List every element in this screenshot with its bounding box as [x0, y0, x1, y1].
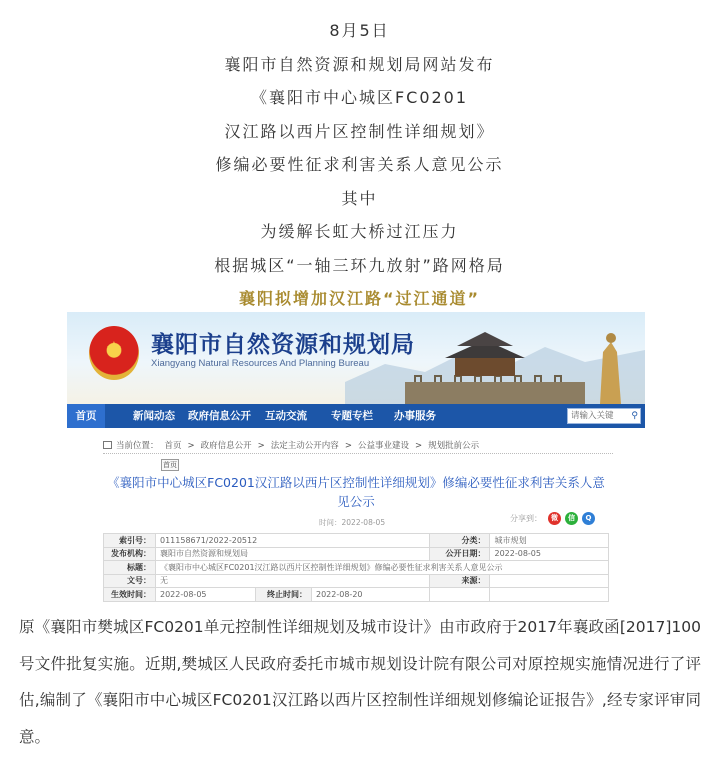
breadcrumb-link[interactable]: 政府信息公开 [200, 441, 252, 451]
info-key: 来源： [430, 574, 490, 588]
site-banner [67, 312, 645, 404]
site-title: 襄阳市自然资源和规划局 [151, 331, 415, 358]
search-input[interactable] [567, 408, 641, 424]
info-value: 2022-08-05 [490, 547, 609, 561]
city-wall-illustration [345, 312, 645, 404]
intro-line: 襄阳市自然资源和规划局网站发布 [224, 54, 495, 74]
intro-line: 《襄阳市中心城区FC0201 [250, 88, 469, 107]
intro-line: 为缓解长虹大桥过江压力 [260, 222, 459, 241]
info-key: 分类： [430, 534, 490, 548]
info-key: 文号： [104, 574, 156, 588]
intro-lines [0, 14, 719, 316]
article-time: 时间：2022-08-05 [319, 518, 386, 527]
info-value: 城市规划 [490, 534, 609, 548]
breadcrumb-label: 当前位置： [116, 441, 159, 451]
weibo-icon[interactable]: 微 [548, 512, 561, 525]
nav-item-services[interactable]: 办事服务 [394, 410, 436, 422]
breadcrumb-sep: > [257, 441, 265, 451]
intro-line: 8月5日 [329, 21, 390, 40]
breadcrumb-link[interactable]: 首页 [164, 441, 182, 451]
intro-line: 根据城区“一轴三环九放射”路网格局 [214, 255, 505, 275]
info-value: 2022-08-05 [156, 588, 256, 602]
info-empty [490, 588, 609, 602]
intro-highlight: 襄阳拟增加汉江路“过江通道” [238, 289, 481, 308]
nav-item-topics[interactable]: 专题专栏 [331, 410, 373, 422]
info-value: 2022-08-20 [312, 588, 430, 602]
info-key: 公开日期： [430, 547, 490, 561]
site-subtitle: Xiangyang Natural Resources And Planning Bureau [151, 358, 370, 369]
info-key: 生效时间： [104, 588, 156, 602]
info-value: 无 [156, 574, 430, 588]
info-key: 发布机构： [104, 547, 156, 561]
body-paragraph: 原《襄阳市樊城区FC0201单元控制性详细规划及城市设计》由市政府于2017年襄政函[2017]100号文件批复实施。近期,樊城区人民政府委托市城市规划设计院有限公司对原控规实施情况进行了评估,编制了《襄阳市中心城区FC0201汉江路以西片区控制性详细规划修编论证报告》,经专家评审同意。 [19, 618, 701, 746]
info-value: 《襄阳市中心城区FC0201汉江路以西片区控制性详细规划》修编必要性征求利害关系人意见公示 [156, 561, 609, 575]
info-value: 襄阳市自然资源和规划局 [156, 547, 430, 561]
breadcrumb-link[interactable]: 公益事业建设 [357, 441, 409, 451]
article-title: 《襄阳市中心城区FC0201汉江路以西片区控制性详细规划》修编必要性征求利害关系人意见公示 [107, 475, 605, 509]
info-key: 索引号： [104, 534, 156, 548]
breadcrumb-sep: > [187, 441, 195, 451]
wechat-icon[interactable]: 信 [565, 512, 578, 525]
intro-line: 修编必要性征求利害关系人意见公示 [215, 155, 504, 174]
tooltip: 首页 [163, 461, 177, 469]
website-screenshot [67, 312, 645, 606]
breadcrumb-link[interactable]: 规划批前公示 [428, 441, 480, 451]
divider [103, 453, 613, 454]
home-icon [103, 441, 112, 449]
nav-item-news[interactable]: 新闻动态 [133, 410, 175, 422]
breadcrumb-sep: > [414, 441, 423, 451]
share-label: 分享到： [510, 514, 542, 523]
site-nav [67, 404, 645, 428]
article-info-table [103, 533, 609, 602]
info-value [490, 574, 609, 588]
nav-item-home[interactable]: 首页 [67, 404, 105, 428]
national-emblem-icon: ★ [89, 326, 139, 380]
info-value: 011158671/2022-20512 [156, 534, 430, 548]
breadcrumb-sep: > [344, 441, 352, 451]
info-empty [430, 588, 490, 602]
info-key: 标题： [104, 561, 156, 575]
intro-line: 其中 [341, 188, 378, 208]
nav-item-interaction[interactable]: 互动交流 [265, 410, 307, 422]
search-placeholder: 请输入关键 [571, 411, 614, 421]
search-icon[interactable]: ⚲ [631, 411, 638, 421]
qzone-icon[interactable]: Q [582, 512, 595, 525]
info-key: 终止时间： [256, 588, 312, 602]
breadcrumb [103, 439, 485, 451]
breadcrumb-link[interactable]: 法定主动公开内容 [270, 441, 339, 451]
nav-item-gov-info[interactable]: 政府信息公开 [188, 410, 251, 422]
intro-line: 汉江路以西片区控制性详细规划》 [224, 121, 495, 141]
